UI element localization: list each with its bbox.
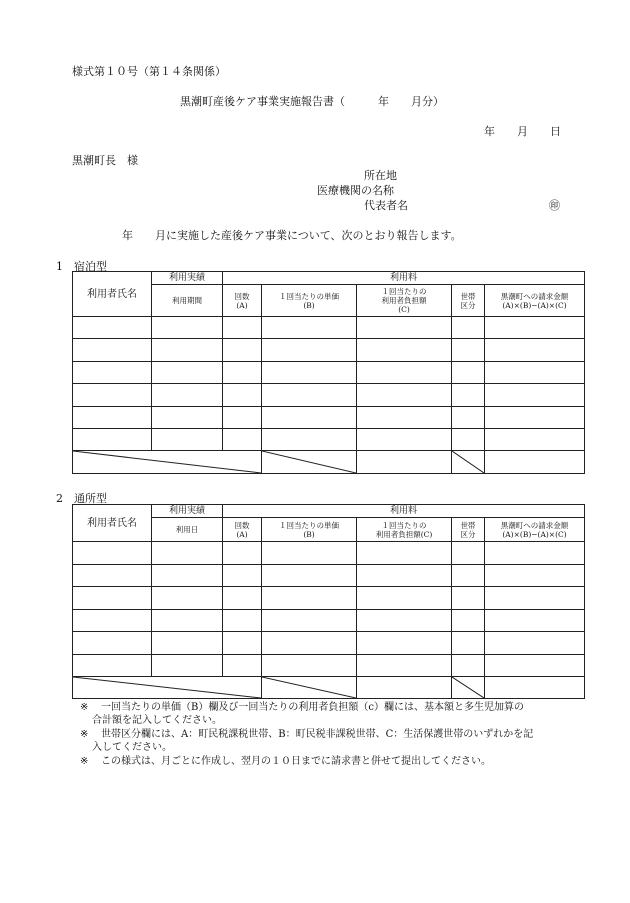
table-row[interactable] — [73, 610, 585, 632]
institution-name-label: 医療機関の名称 — [317, 184, 394, 197]
note-2-line-2: 入してください。 — [92, 742, 172, 753]
total-slash-cell — [73, 677, 262, 699]
representative-label: 代表者名 — [364, 199, 408, 212]
col-count: 回数 (A) — [223, 285, 262, 317]
table-row[interactable] — [73, 339, 585, 362]
table-row[interactable] — [73, 655, 585, 677]
table-row[interactable] — [73, 317, 585, 339]
col-fee: 利用料 — [223, 272, 585, 285]
note-1-line-2: 合計額を記入してください。 — [92, 715, 222, 726]
total-claim-amount[interactable] — [485, 677, 585, 699]
total-slash-cell — [262, 677, 357, 699]
report-date: 年 月 日 — [484, 125, 561, 138]
total-user-charge[interactable] — [357, 451, 452, 474]
address-label: 所在地 — [364, 169, 397, 182]
form-number: 様式第１０号（第１４条関係） — [72, 65, 226, 78]
seal-mark: ㊞ — [549, 199, 560, 212]
note-mark: ※ — [80, 729, 89, 740]
col-user-name: 利用者氏名 — [73, 505, 152, 542]
col-claim-amount: 黒潮町への請求金額 (A)×(B)−(A)×(C) — [485, 518, 585, 542]
table-row[interactable] — [73, 407, 585, 429]
addressee: 黒潮町長 様 — [72, 154, 138, 167]
col-claim-amount: 黒潮町への請求金額 (A)×(B)−(A)×(C) — [485, 285, 585, 317]
report-title: 黒潮町産後ケア事業実施報告書（ 年 月分） — [180, 95, 444, 108]
table-row[interactable] — [73, 384, 585, 407]
col-user-charge: １回当たりの 利用者負担額(C) — [357, 518, 452, 542]
section1-heading: 1 宿泊型 — [56, 260, 107, 273]
total-row — [73, 451, 585, 474]
total-slash-cell — [262, 451, 357, 474]
table-row[interactable] — [73, 542, 585, 565]
total-slash-cell — [452, 677, 485, 699]
note-1-line-1: 一回当たりの単価（B）欄及び一回当たりの利用者負担額（c）欄には、基本額と多生児加算の — [101, 702, 524, 713]
col-user-charge: １回当たりの 利用者負担額 (C) — [357, 285, 452, 317]
note-2-line-1: 世帯区分欄には、A：町民税課税世帯、B：町民税非課税世帯、C：生活保護世帯のいずれかを記 — [101, 729, 534, 740]
total-user-charge[interactable] — [357, 677, 452, 699]
total-slash-cell — [452, 451, 485, 474]
note-3: この様式は、月ごとに作成し、翌月の１０日までに請求書と併せて提出してください。 — [101, 756, 491, 767]
col-household: 世帯 区分 — [452, 285, 485, 317]
col-count: 回数 (A) — [223, 518, 262, 542]
table-row[interactable] — [73, 632, 585, 655]
section2-table — [72, 504, 585, 699]
col-period: 利用期間 — [152, 285, 223, 317]
col-unit-price: １回当たりの単価 (B) — [262, 518, 357, 542]
table-row[interactable] — [73, 565, 585, 587]
col-date: 利用日 — [152, 518, 223, 542]
table-row[interactable] — [73, 587, 585, 610]
note-mark: ※ — [80, 756, 89, 767]
section2-heading: 2 通所型 — [56, 492, 107, 505]
col-usage-results: 利用実績 — [152, 505, 223, 518]
note-mark: ※ — [80, 702, 89, 713]
col-usage-results: 利用実績 — [152, 272, 223, 285]
table-row[interactable] — [73, 429, 585, 451]
col-household: 世帯 区分 — [452, 518, 485, 542]
total-row — [73, 677, 585, 699]
table-row[interactable] — [73, 362, 585, 384]
total-claim-amount[interactable] — [485, 451, 585, 474]
intro-text: 年 月に実施した産後ケア事業について、次のとおり報告します。 — [122, 229, 462, 242]
section1-table — [72, 271, 585, 474]
col-unit-price: １回当たりの単価 (B) — [262, 285, 357, 317]
col-fee: 利用料 — [223, 505, 585, 518]
col-user-name: 利用者氏名 — [73, 272, 152, 317]
total-slash-cell — [73, 451, 262, 474]
